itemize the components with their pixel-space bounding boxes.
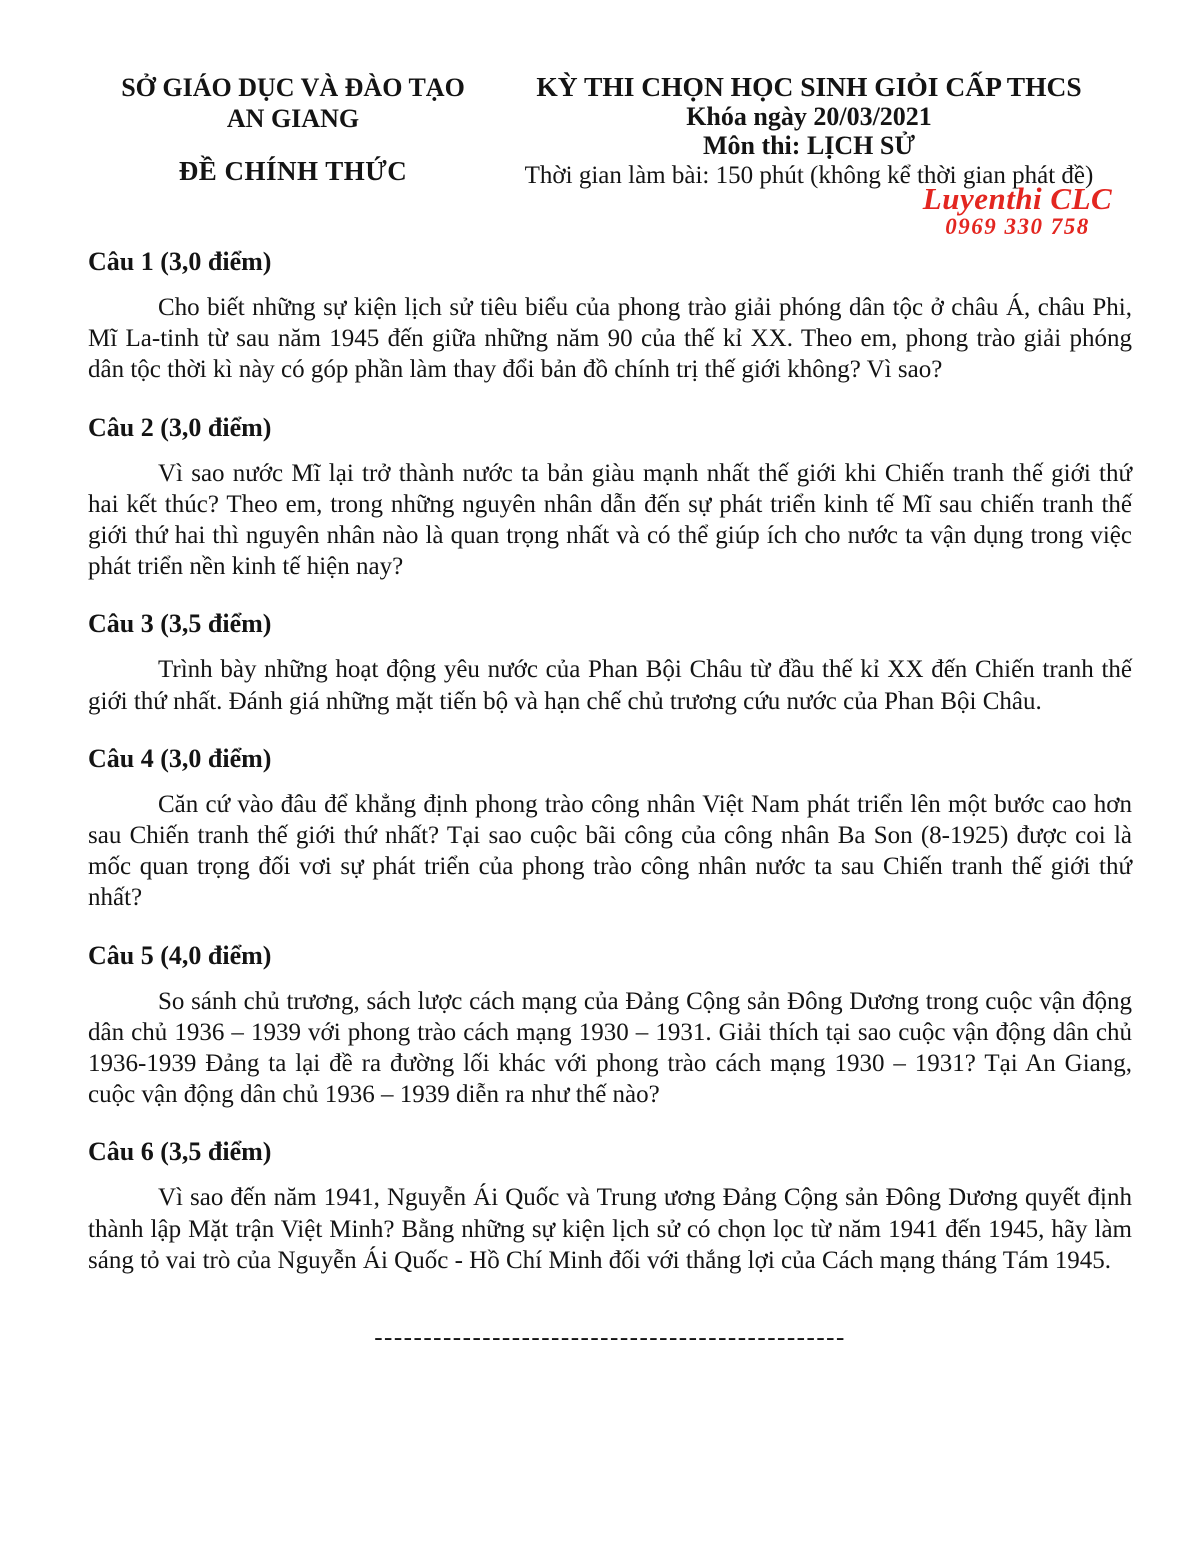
paragraph-line: 1936-1939 Đảng ta lại đề ra đường lối khác với phong trào cách mạng 1930 – 1931? Tại An Giang, <box>88 1050 1132 1078</box>
province-name: AN GIANG <box>226 104 360 133</box>
exam-session-date: Khóa ngày 20/03/2021 <box>686 101 932 131</box>
paragraph-line: nhất? <box>88 884 143 912</box>
logo-phone-number: 0969 330 758 <box>945 214 1090 239</box>
question-heading: Câu 3 (3,5 điểm) <box>88 609 272 639</box>
paragraph-line: Vì sao đến năm 1941, Nguyễn Ái Quốc và Trung ương Đảng Cộng sản Đông Dương quyết định <box>158 1184 1132 1212</box>
exam-duration: Thời gian làm bài: 150 phút (không kể thời gian phát đề) <box>524 161 1094 189</box>
question-block <box>88 608 1132 716</box>
watermark-logo <box>900 181 1135 240</box>
header-right-block <box>478 72 1140 190</box>
question-heading: Câu 2 (3,0 điểm) <box>88 412 272 442</box>
department-name: SỞ GIÁO DỤC VÀ ĐÀO TẠO <box>121 73 465 102</box>
paragraph-line: Căn cứ vào đâu để khẳng định phong trào công nhân Việt Nam phát triển lên một bước cao hơn <box>158 790 1132 818</box>
question-block <box>88 743 1132 914</box>
paragraph-line: sáng tỏ vai trò của Nguyễn Ái Quốc - Hồ Chí Minh đối với thắng lợi của Cách mạng tháng Tám 1945. <box>88 1246 1112 1274</box>
paragraph-line: Cho biết những sự kiện lịch sử tiêu biểu của phong trào giải phóng dân tộc ở châu Á, châu Phi, <box>158 294 1132 321</box>
paragraph-line: dân tộc thời kì này có góp phần làm thay đổi bản đồ chính trị thế giới không? Vì sao? <box>88 356 943 384</box>
paragraph-line: giới thứ nhất. Đánh giá những mặt tiến bộ và hạn chế chủ trương cứu nước của Phan Bội Châu. <box>88 687 1042 715</box>
paragraph-line: sau Chiến tranh thế giới thứ nhất? Tại sao cuộc bãi công của công nhân Ba Son (8-1925) được coi là <box>88 822 1132 850</box>
exam-body <box>88 246 1132 1352</box>
end-divider-dashes: ------------------------------------------------ <box>374 1324 846 1352</box>
paragraph-line: giới thứ hai thì nguyên nhân nào là quan trọng nhất và có thể giúp ích cho nước ta vận dụng trong việc <box>88 522 1132 550</box>
question-heading: Câu 6 (3,5 điểm) <box>88 1137 272 1167</box>
header-left-block <box>88 72 498 187</box>
question-heading: Câu 4 (3,0 điểm) <box>88 743 272 773</box>
paragraph-line: Mĩ La-tinh từ sau năm 1945 đến giữa những năm 90 của thế kỉ XX. Theo em, phong trào giải phóng <box>88 325 1132 353</box>
question-heading: Câu 1 (3,0 điểm) <box>88 247 272 276</box>
paragraph-line: So sánh chủ trương, sách lược cách mạng của Đảng Cộng sản Đông Dương trong cuộc vận động <box>158 987 1132 1015</box>
exam-subject: Môn thi: LỊCH SỬ <box>702 131 916 160</box>
paragraph-line: dân chủ 1936 – 1939 với phong trào cách mạng 1930 – 1931. Giải thích tại sao cuộc vận động dân chủ <box>88 1018 1132 1046</box>
question-block <box>88 246 1132 386</box>
logo-brand-text: Luyenthi CLC <box>922 181 1113 216</box>
paragraph-line: mốc quan trọng đối vơi sự phát triển của phong trào công nhân nước ta sau Chiến tranh thế giới thứ <box>88 853 1132 881</box>
paragraph-line: phát triển nền kinh tế hiện nay? <box>88 553 404 581</box>
paragraph-line: thành lập Mặt trận Việt Minh? Bằng những sự kiện lịch sử có chọn lọc từ năm 1941 đến 1945, hãy làm <box>88 1215 1132 1243</box>
paragraph-line: Trình bày những hoạt động yêu nước của Phan Bội Châu từ đầu thế kỉ XX đến Chiến tranh thế <box>158 656 1132 684</box>
questions-list <box>88 246 1132 1276</box>
question-heading: Câu 5 (4,0 điểm) <box>88 940 272 970</box>
paragraph-line: cuộc vận động dân chủ 1936 – 1939 diễn ra như thế nào? <box>88 1081 660 1109</box>
question-block <box>88 1136 1132 1276</box>
official-exam-label: ĐỀ CHÍNH THỨC <box>178 156 408 186</box>
question-block <box>88 412 1132 583</box>
paragraph-line: Vì sao nước Mĩ lại trở thành nước ta bản giàu mạnh nhất thế giới khi Chiến tranh thế giới thứ <box>158 459 1132 487</box>
exam-title: KỲ THI CHỌN HỌC SINH GIỎI CẤP THCS <box>536 71 1082 102</box>
paragraph-line: hai kết thúc? Theo em, trong những nguyên nhân dẫn đến sự phát triển kinh tế Mĩ sau chiến tranh thế <box>88 490 1132 518</box>
question-block <box>88 940 1132 1111</box>
